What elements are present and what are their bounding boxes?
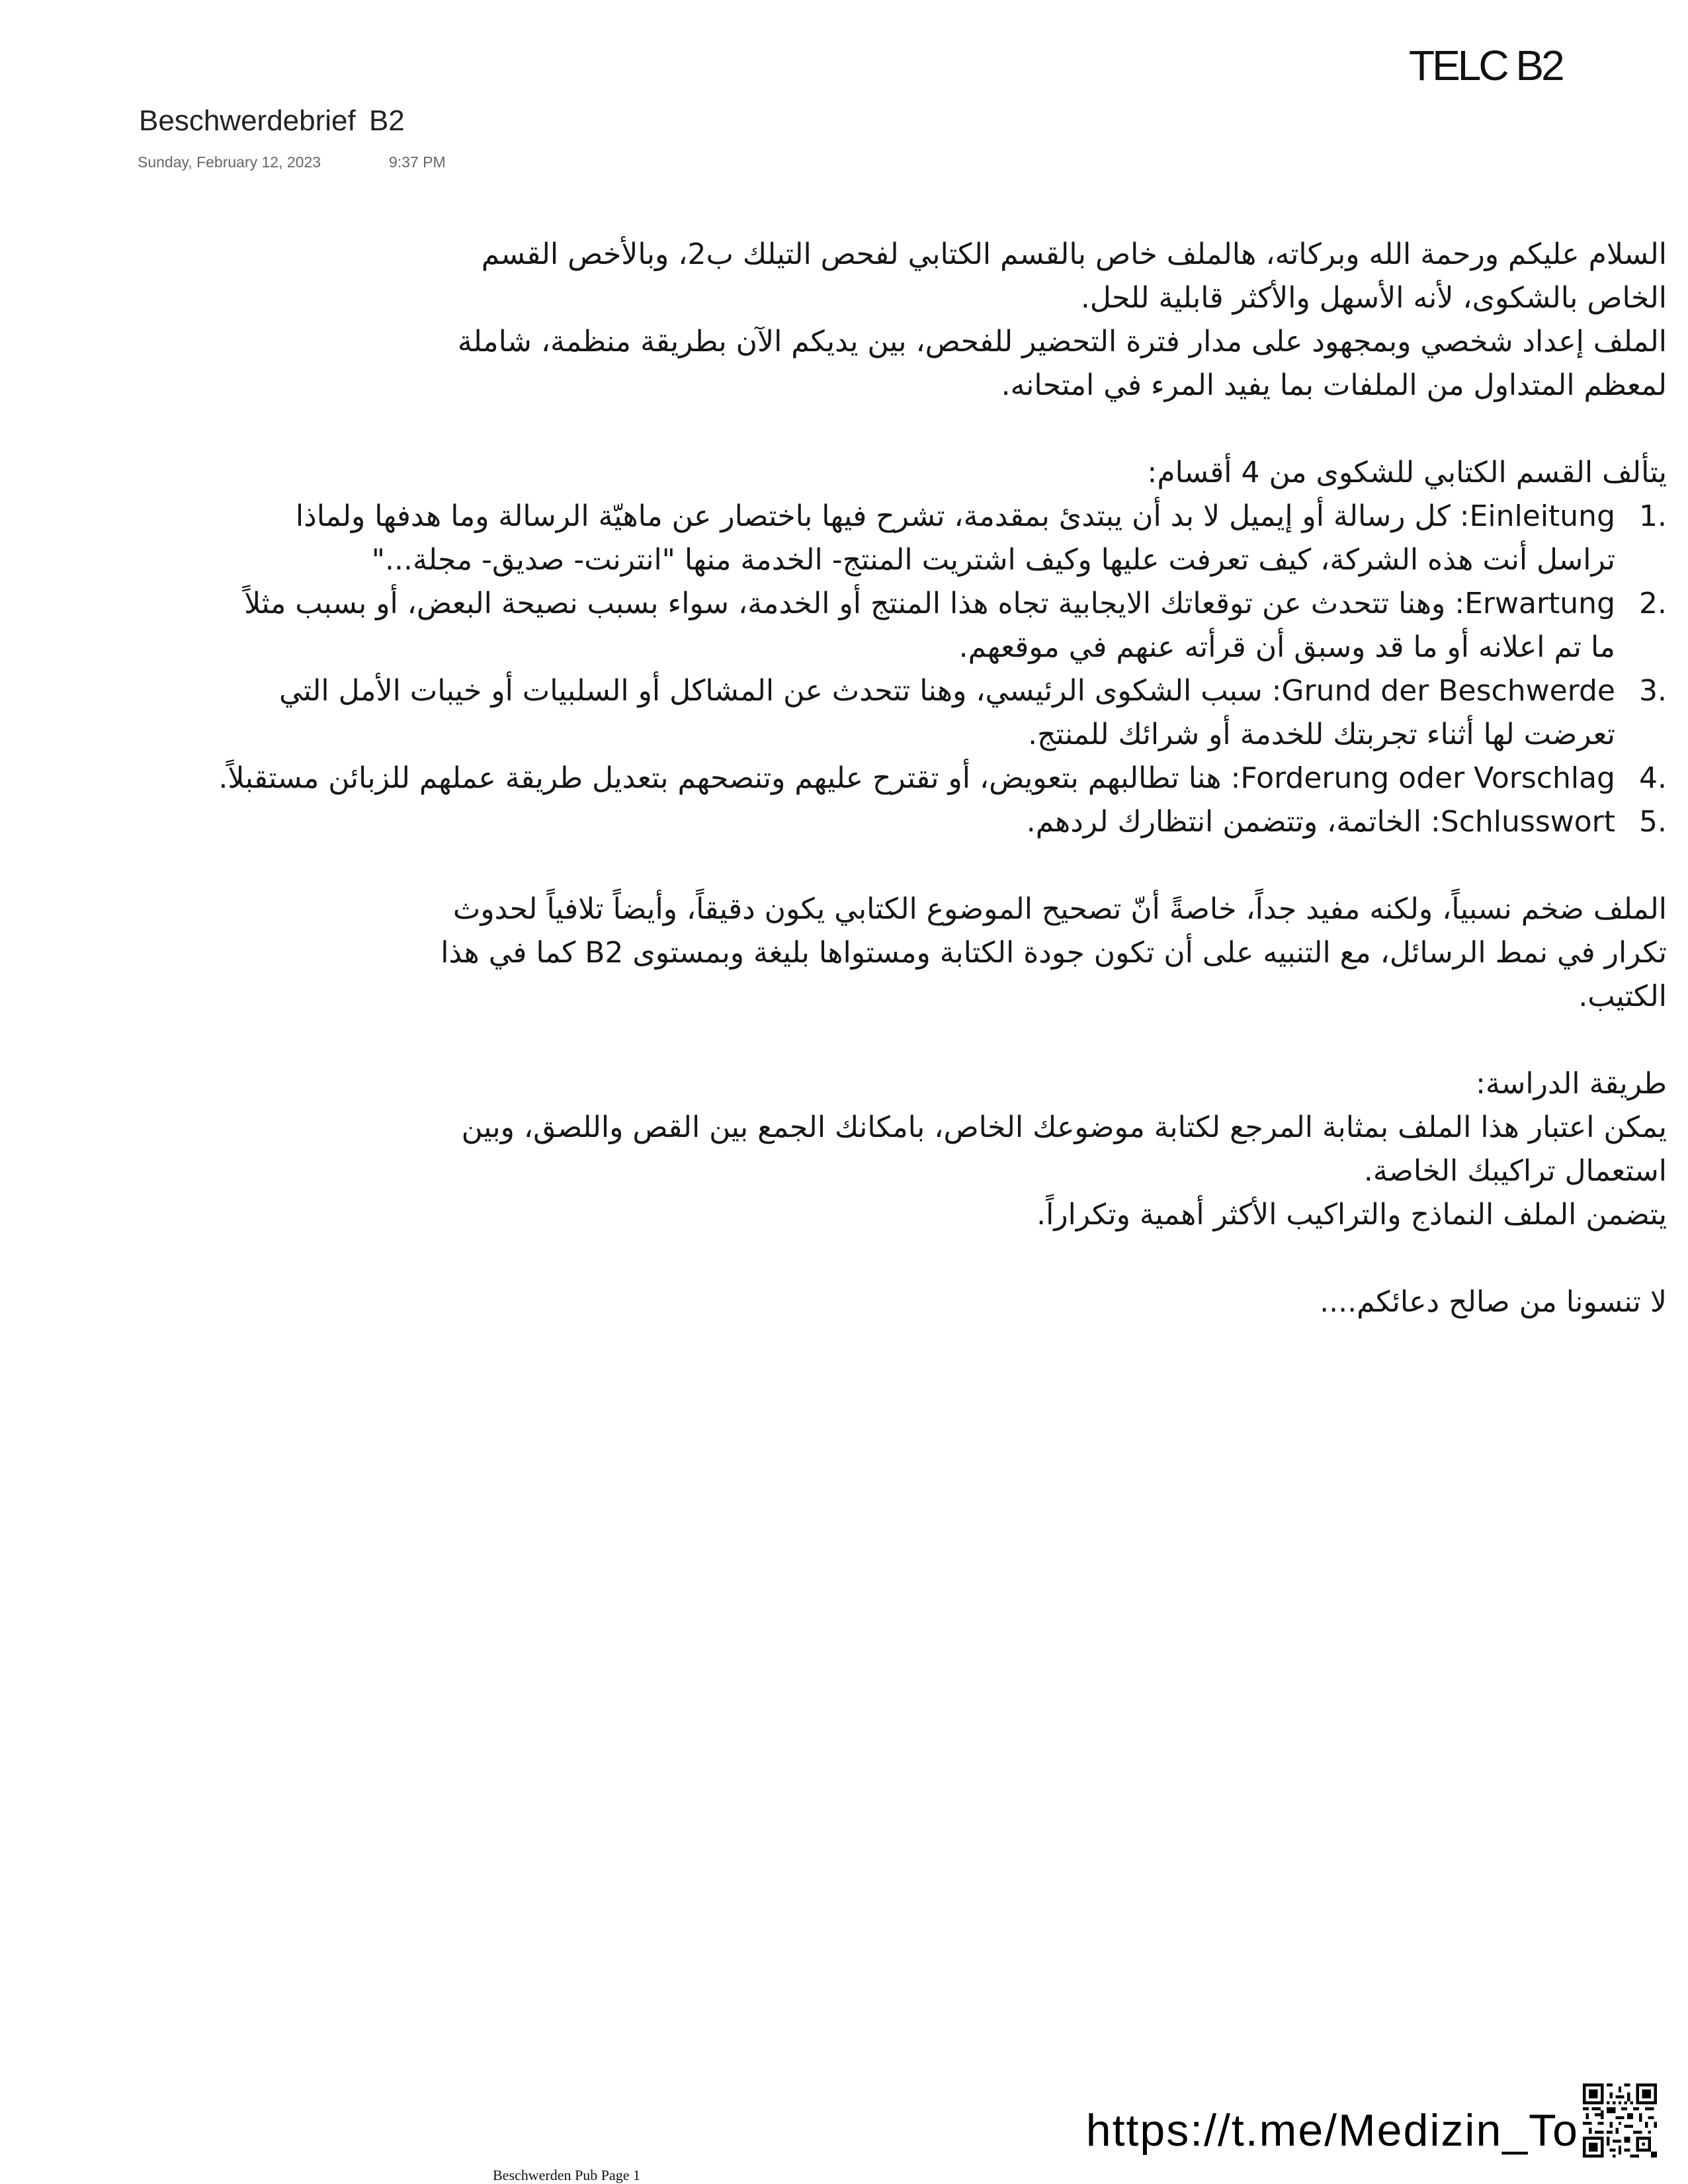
list-item <box>218 582 1667 669</box>
study-line: استعمال تراكيبك الخاصة. <box>1363 1154 1667 1188</box>
sections-intro: يتألف القسم الكتابي للشكوى من 4 أقسام: <box>1147 456 1667 489</box>
header-label: TELC B2 <box>1409 42 1562 89</box>
section-term: Schlusswort <box>1440 805 1615 839</box>
section-text: : الخاتمة، وتتضمن انتظارك لردهم. <box>1026 805 1441 839</box>
study-line: يمكن اعتبار هذا الملف بمثابة المرجع لكتابة موضوعك الخاص، بامكانك الجمع بين القص واللصق، وبين <box>461 1111 1667 1144</box>
section-text: : سبب الشكوى الرئيسي، وهنا تتحدث عن المشاكل أو السلبيات أو خيبات الأمل التي تعرضت لها أثناء تجربتك للخدمة أو شرائك للمنتج. <box>279 674 1615 751</box>
intro-line: الخاص بالشكوى، لأنه الأسهل والأكثر قابلية للحل. <box>1080 281 1667 315</box>
section-text: : كل رسالة أو إيميل لا بد أن يبتدئ بمقدمة، تشرح فيها باختصار عن ماهيّة الرسالة وما هدفها ولماذا تراسل أنت هذه الشركة، كيف تعرفت عليها وكيف اشتريت المنتج- الخدمة منها "انترنت- صديق- مجلة..." <box>295 499 1615 577</box>
section-term: Erwartung <box>1464 587 1615 620</box>
closing-line: لا تنسونا من صالح دعائكم.... <box>1320 1285 1667 1319</box>
list-number: 5. <box>1639 805 1667 839</box>
list-number: 4. <box>1639 761 1667 795</box>
sections-list <box>218 495 1667 844</box>
section-term: Einleitung <box>1469 499 1615 533</box>
list-number: 2. <box>1639 587 1667 620</box>
section-text: : وهنا تتحدث عن توقعاتك الايجابية تجاه هذا المنتج أو الخدمة، سواء بسبب نصيحة البعض، أو بسبب مثلاً ما تم اعلانه أو ما قد وسبق أن قرأته عنهم في موقعهم. <box>244 587 1615 664</box>
page-title: Beschwerdebrief B2 <box>139 105 405 137</box>
list-item <box>218 800 1667 844</box>
study-line: يتضمن الملف النماذج والتراكيب الأكثر أهمية وتكراراً. <box>1036 1198 1667 1232</box>
study-heading: طريقة الدراسة: <box>1476 1067 1667 1101</box>
section-term: Grund der Beschwerde <box>1281 674 1615 708</box>
note-body <box>218 233 1667 1324</box>
note-time: 9:37 PM <box>389 153 446 171</box>
list-item <box>218 757 1667 800</box>
list-number: 3. <box>1639 674 1667 708</box>
list-item <box>218 495 1667 582</box>
section-term: Forderung oder Vorschlag <box>1240 761 1615 795</box>
note-line: الملف ضخم نسبياً، ولكنه مفيد جداً، خاصةً أنّ تصحيح الموضوع الكتابي يكون دقيقاً، وأيضاً تلافياً لحدوث <box>452 892 1667 926</box>
page-label: Beschwerden Pub Page 1 <box>493 2167 641 2183</box>
intro-line: لمعظم المتداول من الملفات بما يفيد المرء في امتحانه. <box>1001 368 1667 402</box>
note-date: Sunday, February 12, 2023 <box>138 153 321 171</box>
list-number: 1. <box>1639 499 1667 533</box>
section-text: : هنا تطالبهم بتعويض، أو تقترح عليهم وتنصحهم بتعديل طريقة عملهم للزبائن مستقبلاً. <box>218 761 1241 795</box>
note-line: الكتيب. <box>1578 980 1667 1013</box>
intro-line: الملف إعداد شخصي وبمجهود على مدار فترة التحضير للفحص، بين يديكم الآن بطريقة منظمة، شاملة <box>457 325 1667 358</box>
intro-line: السلام عليكم ورحمة الله وبركاته، هالملف خاص بالقسم الكتابي لفحص التيلك ب2، وبالأخص القسم <box>481 237 1667 271</box>
note-line: تكرار في نمط الرسائل، مع التنبيه على أن تكون جودة الكتابة ومستواها بليغة وبمستوى B2 كما في هذا <box>441 936 1667 970</box>
footer-link[interactable]: https://t.me/Medizin_To <box>1085 2105 1579 2156</box>
list-item <box>218 669 1667 757</box>
qr-code-icon <box>1583 2083 1657 2158</box>
